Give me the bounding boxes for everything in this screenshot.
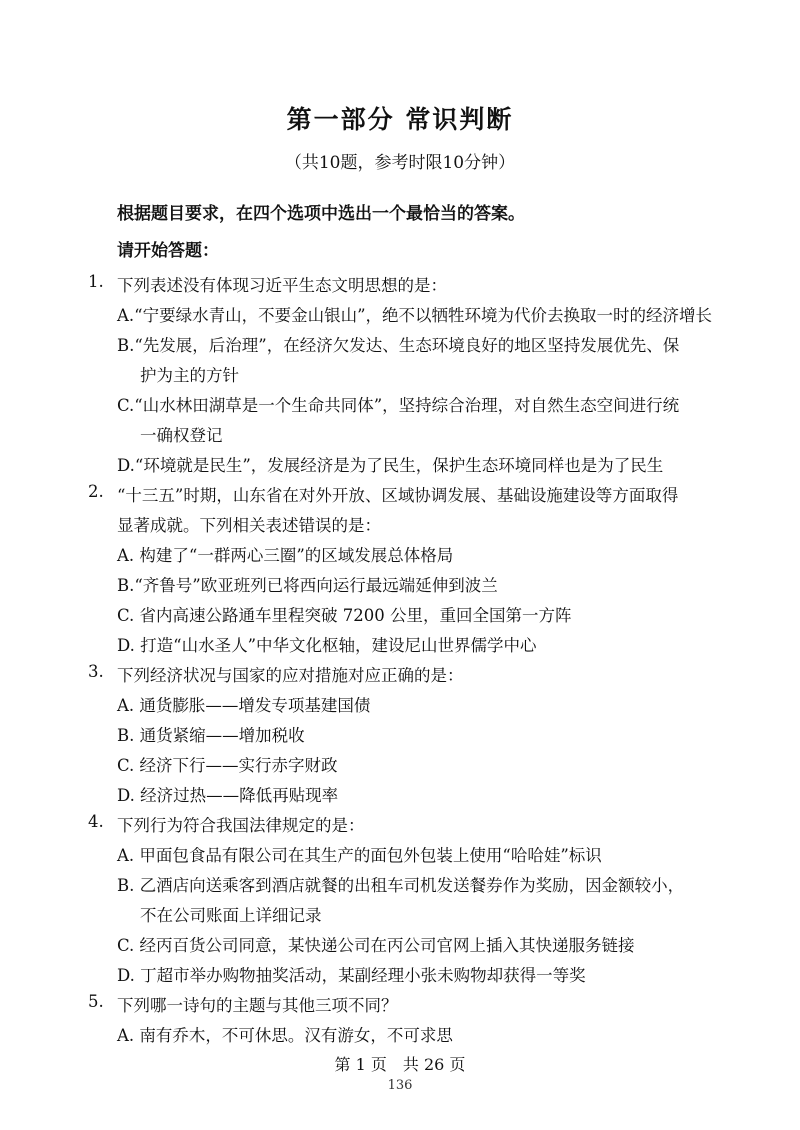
option-b-cont: 护为主的方针 — [140, 366, 239, 385]
start-text: 请开始答题： — [117, 241, 219, 261]
option-a: A.“宁要绿水青山，不要金山银山”，绝不以牺牲环境为代价去换取一时的经济增长 — [117, 306, 713, 325]
page-title: 第一部分 常识判断 — [286, 105, 514, 134]
question-stem: 下列哪一诗句的主题与其他三项不同？ — [117, 996, 398, 1015]
option-b: B. 通货紧缩——增加税收 — [117, 726, 305, 745]
option-c: C. 经丙百货公司同意，某快递公司在丙公司官网上插入其快递服务链接 — [117, 936, 635, 955]
option-c: C. 省内高速公路通车里程突破 7200 公里，重回全国第一方阵 — [117, 606, 572, 625]
question-stem-cont: 显著成就。下列相关表述错误的是： — [117, 516, 381, 535]
page-subtitle: （共10题，参考时限10分钟） — [284, 153, 516, 173]
option-d: D.“环境就是民生”，发展经济是为了民生，保护生态环境同样也是为了民生 — [117, 456, 664, 475]
question-stem: 下列行为符合我国法律规定的是： — [117, 816, 365, 835]
question-stem: 下列表述没有体现习近平生态文明思想的是： — [117, 276, 447, 295]
page-footer-label: 第 1 页 共 26 页 — [334, 1055, 466, 1074]
option-b: B.“齐鲁号”欧亚班列已将西向运行最远端延伸到波兰 — [117, 576, 498, 595]
option-a: A. 通货膨胀——增发专项基建国债 — [117, 696, 371, 715]
question-number: 1. — [88, 272, 104, 291]
question-stem: “十三五”时期，山东省在对外开放、区域协调发展、基础设施建设等方面取得 — [117, 486, 679, 505]
option-c: C.“山水林田湖草是一个生命共同体”，坚持综合治理，对自然生态空间进行统 — [117, 396, 680, 415]
option-c: C. 经济下行——实行赤字财政 — [117, 756, 338, 775]
instruction-text: 根据题目要求，在四个选项中选出一个最恰当的答案。 — [117, 204, 525, 224]
option-b-cont: 不在公司账面上详细记录 — [140, 906, 322, 925]
option-a: A. 南有乔木，不可休思。汉有游女，不可求思 — [117, 1026, 453, 1045]
question-number: 2. — [88, 482, 104, 501]
option-b: B. 乙酒店向送乘客到酒店就餐的出租车司机发送餐券作为奖励，因金额较小， — [117, 876, 685, 895]
question-number: 4. — [88, 812, 104, 831]
question-stem: 下列经济状况与国家的应对措施对应正确的是： — [117, 666, 464, 685]
question-number: 5. — [88, 992, 104, 1011]
option-b: B.“先发展，后治理”，在经济欠发达、生态环境良好的地区坚持发展优先、保 — [117, 336, 680, 355]
option-a: A. 构建了“一群两心三圈”的区域发展总体格局 — [117, 546, 454, 565]
page-number: 136 — [387, 1078, 413, 1093]
question-number: 3. — [88, 662, 104, 681]
option-c-cont: 一确权登记 — [140, 426, 223, 445]
option-d: D. 打造“山水圣人”中华文化枢轴，建设尼山世界儒学中心 — [117, 636, 537, 655]
option-d: D. 经济过热——降低再贴现率 — [117, 786, 339, 805]
option-a: A. 甲面包食品有限公司在其生产的面包外包装上使用“哈哈娃”标识 — [117, 846, 602, 865]
option-d: D. 丁超市举办购物抽奖活动，某副经理小张未购物却获得一等奖 — [117, 966, 586, 985]
